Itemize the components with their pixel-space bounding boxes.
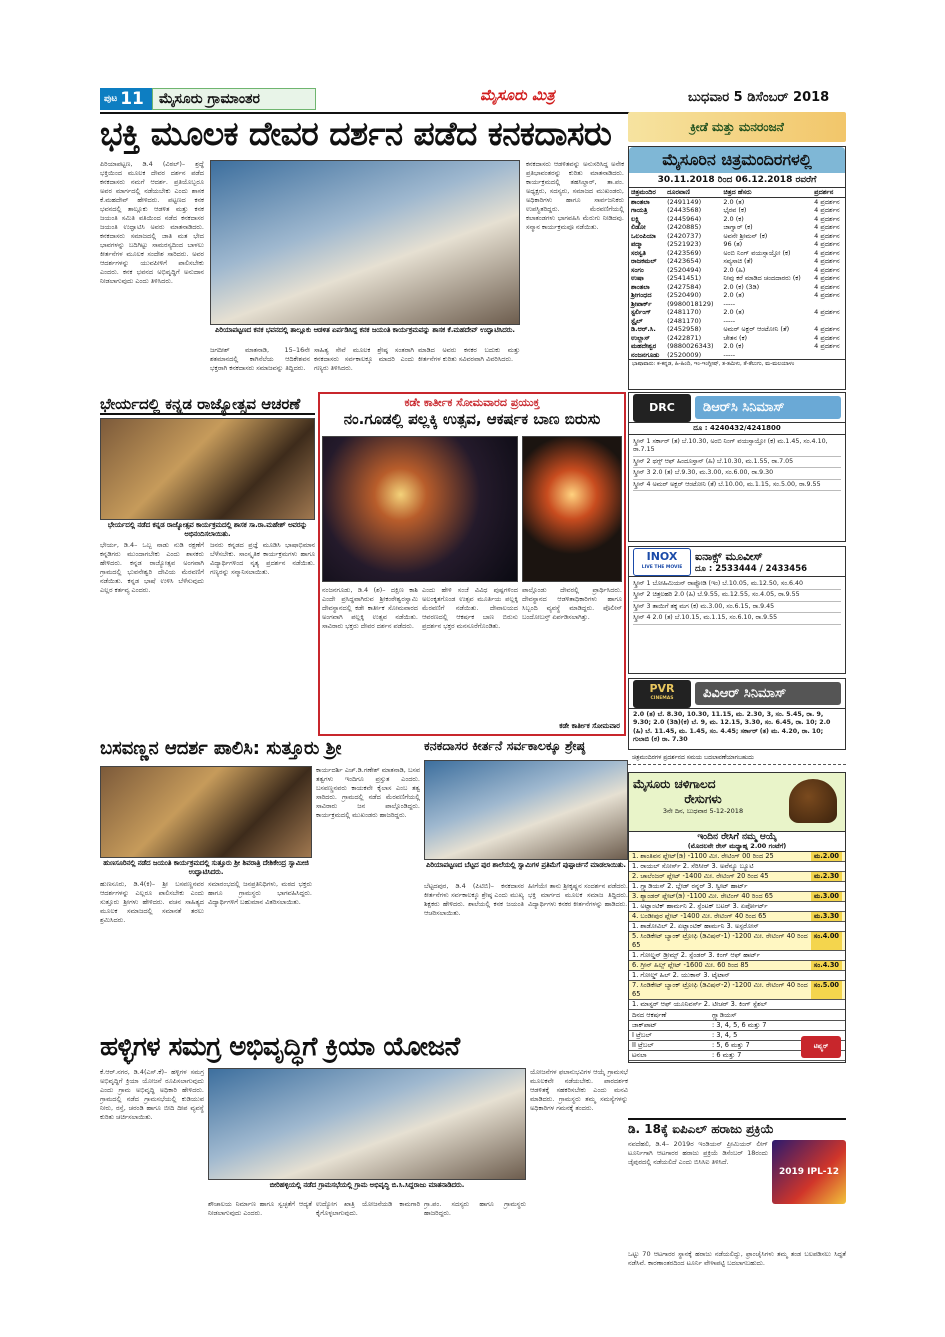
race-time: ಸಂ.5.00 xyxy=(811,981,842,999)
sports-banner-text: ಕ್ರೀಡೆ ಮತ್ತು ಮನರಂಜನೆ xyxy=(690,119,784,134)
race-event xyxy=(629,892,845,902)
cinema-shows: 4 ಪ್ರದರ್ಶನ xyxy=(814,308,840,316)
cinema-col-header: ಚಿತ್ರದ ಹೆಸರು xyxy=(723,188,752,196)
cinema-phone: (2443568) xyxy=(667,206,702,214)
race-rows xyxy=(629,852,845,1010)
story2-text-col-2: ಜನರು ಕನ್ನಡದ ಪ್ರಜ್ಞೆ ಮೂಡಿಸಿ ಭಾಷಾಭಿಮಾನ ಬೆಳೆಸಬೇಕು. ಸಾಂಸ್ಕೃತಿಕ ಕಾರ್ಯಕ್ರಮಗಳು ಹಾಗೂ ವಿದ್ಯಾರ್ಥಿಗಳಿಂದ ನೃತ್ಯ ಪ್ರದರ್ಶನ ನಡೆಯಿತು. ಗಣ್ಯರನ್ನು ಸನ್ಮಾನಿಸಲಾಯಿತು. xyxy=(210,541,315,576)
cinema-shows: 4 ಪ್ರದರ್ಶನ xyxy=(814,265,840,274)
cinema-film: 96 (ತ) xyxy=(723,240,743,248)
cinema-name: ಮಹದೇಶ್ವರ xyxy=(631,342,657,350)
cinema-film: ಅವನೇ ಶ್ರೀಮನ್ (ಕ) xyxy=(723,231,768,240)
cinema-name: ಶ್ರೀಪಾರ್ಕ್ xyxy=(631,299,652,308)
pvr-schedule: 2.0 (ತ) ಬೆ. 8.30, 10.30, 11.15, ಮ. 2.30, 3, ಸಂ. 5.45, ರಾ. 9, 9.30; 2.0 (3ಡಿ)(ಕ) ಬೆ. 9, ಮ. 12.15, 3.30, ಸಂ. 6.45, ರಾ. 10; 2.0 (ಹಿ) ಬೆ. 11.45, ಮ. 1.45, ಸಂ. 4.45; ಸರ್ಕಾರ್ (ತ) ಮ. 4.20, ರಾ. 10; ಗುಲಾಬಿ (ಕ) ರಾ. 7.30 xyxy=(633,711,831,744)
cinema-row xyxy=(629,317,845,326)
inox-box xyxy=(628,546,846,674)
cinema-table xyxy=(629,188,845,359)
pvr-title: ಪಿವಿಆರ್ ಸಿನಿಮಾಸ್ xyxy=(695,682,841,705)
cinema-phone: (2452958) xyxy=(667,325,702,333)
cinema-phone: (2520009) xyxy=(667,350,702,359)
cinema-shows: 4 ಪ್ರದರ್ಶನ xyxy=(814,342,840,350)
cinema-row xyxy=(629,257,845,266)
race-label: 5. ಸಿಂಡಿಕೇಟ್ ಬ್ಯಾಂಕ್ ಟ್ರೋಫಿ (ಡಿವಿಷನ್-1) -1200 ಮೀ. ರೇಟಿಂಗ್ 40 ರಿಂದ 65 xyxy=(632,932,808,949)
race-time: ಸಂ.4.30 xyxy=(811,961,842,970)
story4-text-col-3: ಕಾರ್ಯದರ್ಶಿ ಎಚ್.ಡಿ.ಗಣೇಶ್ ಮಾತನಾಡಿ, ಬಸವ ತತ್ವಗಳು ಇಂದಿಗೂ ಪ್ರಸ್ತುತ ಎಂದರು. ಬಸವಣ್ಣನವರು ಕಾಯಕವೇ ಕೈಲಾಸ ಎಂಬ ತತ್ವ ಸಾರಿದರು. ಗ್ರಾಮದಲ್ಲಿ ನಡೆದ ಮೆರವಣಿಗೆಯಲ್ಲಿ ಸಾವಿರಾರು ಜನ ಪಾಲ್ಗೊಂಡಿದ್ದರು. ಕಾರ್ಯಕ್ರಮದಲ್ಲಿ ಮುಖಂಡರು ಹಾಜರಿದ್ದರು. xyxy=(316,766,420,819)
screen-schedule: ಸ್ಕ್ರೀನ್ 4 2.0 (ತ) ಬೆ.10.15, ಮ.1.15, ಸಂ.6.10, ರಾ.9.55 xyxy=(633,613,841,624)
story3-kicker: ಕಡೇ ಕಾರ್ತೀಕ ಸೋಮವಾರದ ಪ್ರಯುಕ್ತ xyxy=(404,396,540,409)
cinema-film: 2.0 (ತ) xyxy=(723,291,745,299)
cinema-film: ಸವ್ಯಸಾಚಿ (ತೆ) xyxy=(723,257,753,265)
sports-banner xyxy=(628,112,846,142)
cinema-shows: 4 ಪ್ರದರ್ಶನ xyxy=(814,206,840,214)
cinema-phone: (2420737) xyxy=(667,231,702,240)
screen-schedule: ಸ್ಕ್ರೀನ್ 3 2.0 (ತ) ಬೆ.9.30, ಮ.3.00, ಸಂ.6.00, ರಾ.9.30 xyxy=(633,468,841,479)
pvr-logo-text: PVR xyxy=(649,681,675,695)
story3-text-col-1: ನಂಜನಗೂಡು, ಡಿ.4 (ಶ)– ದಕ್ಷಿಣ ಕಾಶಿ ಎಂದೇ ಪ್ರಸಿದ್ಧವಾಗಿರುವ ಶ್ರೀಕಂಠೇಶ್ವರಸ್ವಾಮಿ ದೇವಸ್ಥಾನದಲ್ಲಿ ಕಡೇ ಕಾರ್ತೀಕ ಸೋಮವಾರದ ಅಂಗವಾಗಿ ಪಲ್ಲಕ್ಕಿ ಉತ್ಸವ ನಡೆಯಿತು. ಸಾವಿರಾರು ಭಕ್ತರು ದೇವರ ದರ್ಶನ ಪಡೆದರು. xyxy=(322,586,418,630)
race-summary-label: I ಟ್ರೆಬಲ್ xyxy=(632,1031,652,1039)
lead-headline: ಭಕ್ತಿ ಮೂಲಕ ದೇವರ ದರ್ಶನ ಪಡೆದ ಕನಕದಾಸರು xyxy=(100,114,612,153)
race-summary-value: : 6 ಮತ್ತು 7 xyxy=(712,1051,742,1059)
cinema-film: ----- xyxy=(723,350,736,359)
story5-photo xyxy=(424,760,628,860)
cinema-shows xyxy=(812,300,845,309)
cinema-footnote: ಚಿತ್ರಮಂದಿರಗಳ ಪ್ರದರ್ಶನದ ಸಮಯ ಬದಲಾವಣೆಯಾಗಬಹುದು xyxy=(628,752,846,765)
story6-text-col-2: ಶೌಚಾಲಯ ನಿರ್ಮಾಣ ಹಾಗೂ ಸ್ವಚ್ಛತೆಗೆ ಆದ್ಯತೆ ನೀಡಲಾಗುವುದು ಎಂದರು. xyxy=(208,1200,312,1217)
race-pick xyxy=(629,922,845,932)
cinema-name: ಶ್ರೀಗಂಧದ xyxy=(631,291,652,299)
cinema-name: ಪದ್ಮಾ xyxy=(631,240,643,248)
cinema-phone: (2520494) xyxy=(667,265,702,274)
story3-photo-2 xyxy=(522,436,622,582)
story6-text-col-1: ಕೆ.ಆರ್.ನಗರ, ಡಿ.4(ಎಸ್.ಕೆ)– ಹಳ್ಳಿಗಳ ಸಮಗ್ರ ಅಭಿವೃದ್ಧಿಗೆ ಕ್ರಿಯಾ ಯೋಜನೆ ರೂಪಿಸಲಾಗುವುದು ಎಂದು ಗ್ರಾಮ ಅಭಿವೃದ್ಧಿ ಅಧಿಕಾರಿ ಹೇಳಿದರು. ಗ್ರಾಮದಲ್ಲಿ ನಡೆದ ಗ್ರಾಮಸಭೆಯಲ್ಲಿ ಕುಡಿಯುವ ನೀರು, ರಸ್ತೆ, ಚರಂಡಿ ಹಾಗೂ ಬೀದಿ ದೀಪ ವ್ಯವಸ್ಥೆ ಕುರಿತು ಚರ್ಚಿಸಲಾಯಿತು. xyxy=(100,1068,204,1121)
race-label: 1. ರಾಯಲ್ ಸೋರ್ಸ್ 2. ಸೆರಿಸೀರ್ 3. ಅವೆನ್ಯೂ ಬ್ಯೂಟಿ xyxy=(632,862,754,870)
cinema-name: ಸ್ಟರ್ಲಿಂಗ್ xyxy=(631,308,651,316)
race-time: ಸಂ.4.00 xyxy=(811,932,842,950)
cinema-col-header: ಚಿತ್ರಮಂದಿರ xyxy=(631,188,656,196)
cinema-film: 2.0 (ಹಿ) xyxy=(723,265,746,274)
race-label: 7. ಸಿಂಡಿಕೇಟ್ ಬ್ಯಾಂಕ್ ಟ್ರೋಫಿ (ಡಿವಿಷನ್-2) -1200 ಮೀ. ರೇಟಿಂಗ್ 40 ರಿಂದ 65 xyxy=(632,981,808,998)
inox-logo-sub: LIVE THE MOVIE xyxy=(641,564,683,570)
cinema-row xyxy=(629,351,845,360)
inox-title-group xyxy=(695,550,845,574)
cinema-shows xyxy=(812,351,845,360)
story6-headline: ಹಳ್ಳಿಗಳ ಸಮಗ್ರ ಅಭಿವೃದ್ಧಿಗೆ ಕ್ರಿಯಾ ಯೋಜನೆ xyxy=(100,1032,460,1062)
screen-schedule: ಸ್ಕ್ರೀನ್ 3 ತಾಯಿಗೆ ತಕ್ಕ ಮಗ (ಕ) ಮ.3.00, ಸಂ.6.15, ರಾ.9.45 xyxy=(633,602,841,613)
cinema-phone: (2521923) xyxy=(667,240,702,248)
cinema-name: ಉಷಾ xyxy=(631,274,644,282)
cinema-row xyxy=(629,215,845,224)
lead-text-col-4: ಮಾಡಿದ ಅವರು ಕನಕರ ಬದುಕು ಮತ್ತು ಕೀರ್ತನೆಗಳ ಕುರಿತು ಸವಿವರವಾಗಿ ವಿವರಿಸಿದರು. xyxy=(418,346,520,363)
screen-schedule: ಸ್ಕ್ರೀನ್ 2 ಥಗ್ಸ್ ಆಫ್ ಹಿಂದೂಸ್ತಾನ್ (ಹಿ) ಬೆ.10.30, ಮ.1.55, ರಾ.7.05 xyxy=(633,457,841,468)
race-time: ಮ.3.30 xyxy=(811,912,842,921)
lead-text-col-1: ಪಿರಿಯಾಪಟ್ಟಣ, ಡಿ.4 (ವಿಠಲ್)– ಶ್ರದ್ಧೆ ಭಕ್ತಿಯಿಂದ ಮೂಲಕ ದೇವರ ದರ್ಶನ ಪಡೆದ ಕನಕದಾಸರು ನಮಗೆ ಆದರ್ಶ. ಪ್ರತಿಯೊಬ್ಬರೂ ಅವರ ಮಾರ್ಗದಲ್ಲಿ ನಡೆಯಬೇಕು ಎಂದು ಶಾಸಕ ಕೆ.ಮಹದೇವ್ ಹೇಳಿದರು. ಪಟ್ಟಣದ ಕನಕ ಭವನದಲ್ಲಿ ತಾಲ್ಲೂಕು ಆಡಳಿತ ಮತ್ತು ಕನಕ ಜಯಂತಿ ಸಮಿತಿ ವತಿಯಿಂದ ನಡೆದ ಕನಕದಾಸರ ಜಯಂತಿ ಉದ್ಘಾಟಿಸಿ ಅವರು ಮಾತನಾಡಿದರು. ಕನಕದಾಸರು ಸಮಾಜದಲ್ಲಿ ಜಾತಿ ಮತ ಭೇದ ಭಾವಗಳನ್ನು ಬದಿಗಿಟ್ಟು ಸಾಮರಸ್ಯದಿಂದ ಬಾಳಲು ಕೀರ್ತನೆಗಳ ಮೂಲಕ ಸಂದೇಶ ಸಾರಿದರು. ಅವರ ಆದರ್ಶಗಳನ್ನು ಯುವಪೀಳಿಗೆ ಪಾಲಿಸಬೇಕು ಎಂದರು. ಕನಕ ಭವನದ ಅಭಿವೃದ್ಧಿಗೆ ಅನುದಾನ ನೀಡಲಾಗುವುದು ಎಂದು ತಿಳಿಸಿದರು. xyxy=(100,160,204,285)
cinema-row xyxy=(629,300,845,309)
cinema-shows: 4 ಪ್ರದರ್ಶನ xyxy=(814,274,840,282)
cinema-shows: 4 ಪ್ರದರ್ಶನ xyxy=(814,325,840,333)
race-event xyxy=(629,912,845,922)
cinema-film: ಭೈರವ (ಕ) xyxy=(723,206,747,214)
cinema-name: ಒಲಂಪಿಯಾ xyxy=(631,231,656,240)
story3-byline: ಕಡೇ ಕಾರ್ತೀಕ ಸೋಮವಾರ xyxy=(559,722,620,730)
story2-photo xyxy=(100,418,315,520)
cinema-film: ಅಮರ್ ಅಕ್ಬರ್ ಆಂಟೋನಿ (ತೆ) xyxy=(723,325,790,333)
horse-icon xyxy=(789,779,837,823)
race-summary-label: II ಟ್ರೆಬಲ್ xyxy=(632,1041,654,1049)
race-title-2: ರೇಸುಗಳು xyxy=(684,792,722,806)
cinema-name: ಶಾಂತಲಾ xyxy=(631,197,650,206)
cinema-shows: 4 ಪ್ರದರ್ಶನ xyxy=(814,333,840,342)
race-label: 1. ಗೋಲ್ಡ್ ಹಿಲ್ 2. ಯುಕಾನ್ 3. ಟೈಟಾನ್ xyxy=(632,971,730,979)
cinema-phone: (2541451) xyxy=(667,274,702,282)
cinema-name: ಡಿ.ಆರ್.ಸಿ. xyxy=(631,325,656,333)
race-label: 3. ಶ್ಯಾಂಡರ್ ಪ್ಲೇಟ್(ಡಿ) -1100 ಮೀ. ರೇಟಿಂಗ್ 40 ರಿಂದ 65 xyxy=(632,892,774,900)
cinema-title: ಮೈಸೂರಿನ ಚಿತ್ರಮಂದಿರಗಳಲ್ಲಿ xyxy=(629,147,845,173)
cinema-phone: (2423654) xyxy=(667,257,702,265)
dateline: ಬುಧವಾರ 5 ಡಿಸೆಂಬರ್ 2018 xyxy=(688,90,830,105)
race-label: 1. ಶಾಡೋವಿಲ್ 2. ಏಟ್ಲಾಂಟಿಕ್ ಹಾರ್ಮನಿ 3. ಅಸ್ಪರೋಸ್ xyxy=(632,922,759,930)
cinema-film: 2.0 (ಕ) xyxy=(723,342,744,350)
cinema-film: ----- xyxy=(723,299,736,308)
cinema-film: ----- xyxy=(723,316,736,325)
race-event xyxy=(629,981,845,1000)
cinema-note: ಭಾಷಾವಾರು: ಕ-ಕನ್ನಡ, ಹಿ-ಹಿಂದಿ, ಇಂ-ಇಂಗ್ಲೀಷ್, ತ-ತಮಿಳು, ತೆ-ತೆಲುಗು, ಮ-ಮಲಯಾಳಂ xyxy=(629,359,845,369)
race-label: 1. ಗ್ಲ್ಯಾಡಿಯಸ್ 2. ಬ್ಲೇಡ್ ರನ್ನರ್ 3. ಸ್ವೀಟ್ ಹಾರ್ಟ್ xyxy=(632,882,748,890)
story3-headline: ನಂ.ಗೂಡಲ್ಲಿ ಪಲ್ಲಕ್ಕಿ ಉತ್ಸವ, ಆಕರ್ಷಕ ಬಾಣ ಬಿರುಸು xyxy=(343,410,601,428)
inox-title: ಐನಾಕ್ಸ್ ಮೂವೀಸ್ xyxy=(695,549,763,563)
race-label: 1. ಶಾಂತಿವನ ಪ್ಲೇಟ್(ಡಿ) -1100 ಮೀ. ರೇಟಿಂಗ್ 00 ರಿಂದ 25 xyxy=(632,852,774,860)
cinema-name: ಲಕ್ಷ್ಮಿ xyxy=(631,214,641,223)
race-title-1: ಮೈಸೂರು ಚಳಿಗಾಲದ xyxy=(633,777,716,791)
race-summary-label: ಟನಲಾ xyxy=(632,1051,647,1059)
race-today: ಇಂದಿನ ರೇಸಿಗೆ ನಮ್ಮ ಆಯ್ಕೆ xyxy=(697,832,777,842)
race-today-box xyxy=(628,832,846,1063)
cinema-shows: 4 ಪ್ರದರ್ಶನ xyxy=(814,240,840,248)
pvr-box xyxy=(628,678,846,750)
race-label: 1. ಅಟ್ಲಾಂಟಿಕ್ ಹಾರ್ಮನಿ 2. ಸ್ಪೆಂಟಕ್ ಬಟರ್ 3. ಏರ್ಪೋರ್ಟ್ xyxy=(632,902,768,910)
story6-caption: ಬೀರಿಹಳ್ಳಿಯಲ್ಲಿ ನಡೆದ ಗ್ರಾಮಸಭೆಯಲ್ಲಿ ಗ್ರಾಮ ಅಭಿವೃದ್ಧಿ ಬಿ.ಸಿ.ಸಿದ್ದರಾಜು ಮಾತನಾಡಿದರು. xyxy=(269,1181,465,1189)
race-label: 1. ಮಾಸ್ಟರ್ ಆಫ್ ಯೂನಿವರ್ಸ್ 2. ಟೀಚರ್ 3. ಕಿಂಗ್ ಸ್ಪೆಶಲ್ xyxy=(632,1000,768,1008)
cinema-row xyxy=(629,325,845,334)
story2-headline: ಭೇರ್ಯದಲ್ಲಿ ಕನ್ನಡ ರಾಜ್ಯೋತ್ಸವ ಆಚರಣೆ xyxy=(100,395,315,415)
cinema-phone: (2481170) xyxy=(667,316,702,325)
race-pick xyxy=(629,971,845,981)
story4-headline: ಬಸವಣ್ಣನ ಆದರ್ಶ ಪಾಲಿಸಿ: ಸುತ್ತೂರು ಶ್ರೀ xyxy=(100,738,342,759)
race-pick xyxy=(629,882,845,892)
race-event xyxy=(629,961,845,971)
story6-text-col-4: ಗ್ರಾ.ಪಂ. ಸದಸ್ಯರು ಹಾಗೂ ಗ್ರಾಮಸ್ಥರು ಹಾಜರಿದ್ದರು. xyxy=(424,1200,526,1217)
ipl-badge-text: 2019 IPL-12 xyxy=(778,1167,840,1177)
race-pick xyxy=(629,902,845,912)
cinema-name: ಲಿಡೋ xyxy=(631,223,646,231)
inox-phone: ದೂ : 2533444 / 2433456 xyxy=(695,563,808,574)
cinema-shows: 4 ಪ್ರದರ್ಶನ xyxy=(814,282,840,291)
ipl-badge xyxy=(772,1140,846,1204)
race-label: 6. ಗ್ರೀನ್ ಹಿಲ್ಸ್ ಪ್ಲೇಟ್ -1600 ಮೀ. 60 ರಿಂದ 85 xyxy=(632,961,749,969)
cinema-phone: (9980018129) xyxy=(667,299,714,308)
story3-text-col-2: ಎಂದು ಹೇಳಿ ಸಂಜೆ ವಿವಿಧ ಪುಷ್ಪಗಳಿಂದ ಅಲಂಕೃತಗೊಂಡ ಉತ್ಸವ ಮೂರ್ತಿಯ ಪಲ್ಲಕ್ಕಿ ಮೆರವಣಿಗೆ ನಡೆಯಿತು. ದೇವಾಲಯದ ಆವರಣದಲ್ಲಿ ಆಕರ್ಷಕ ಬಾಣ ಬಿರುಸು ಪ್ರದರ್ಶನ ಭಕ್ತರ ಮನಸೂರೆಗೊಂಡಿತು. xyxy=(422,586,518,630)
race-summary-label: ದಿನದ ಆಕರ್ಷಣೆ xyxy=(632,1011,667,1019)
story4-caption: ಹುಣಸೂರಿನಲ್ಲಿ ನಡೆದ ಜಯಂತಿ ಕಾರ್ಯಕ್ರಮದಲ್ಲಿ ಸುತ್ತೂರು ಶ್ರೀ ಶಿವರಾತ್ರಿ ದೇಶಿಕೇಂದ್ರ ಸ್ವಾಮೀಜಿ ಉದ್ಘಾಟಿಸಿದರು. xyxy=(103,859,309,876)
cinema-phone: (2422871) xyxy=(667,333,702,342)
cinema-name: ಸರಸ್ವತಿ xyxy=(631,248,646,257)
cinema-phone: (9880026343) xyxy=(667,342,714,350)
race-summary-label: ಜಾಕ್‌ಪಾಟ್ xyxy=(632,1021,657,1029)
race-summary-row xyxy=(629,1011,845,1021)
cinema-film: ನೀವು ಕರೆ ಮಾಡಿದ ಚಂದದಾರರು (ಕ) xyxy=(723,274,801,282)
story6-photo xyxy=(208,1068,526,1180)
cinema-dates: 30.11.2018 ರಿಂದ 06.12.2018 ರವರೆಗೆ xyxy=(629,173,845,188)
page-number: 11 xyxy=(120,89,144,109)
cinema-phone: (2481170) xyxy=(667,308,702,316)
race-pick xyxy=(629,951,845,961)
ipl-text: ನವದೆಹಲಿ, ಡಿ.4– 2019ರ ಇಂಡಿಯನ್ ಪ್ರೀಮಿಯರ್ ಲೀಗ್ ಟೂರ್ನಿಗಾಗಿ ಆಟಗಾರರ ಹರಾಜು ಪ್ರಕ್ರಿಯೆ ಡಿಸೆಂಬರ್ 18ರಂದು ಜೈಪುರದಲ್ಲಿ ನಡೆಯಲಿದೆ ಎಂದು ಬಿಸಿಸಿಐ ತಿಳಿಸಿದೆ. xyxy=(628,1140,768,1166)
cinema-shows: 4 ಪ್ರದರ್ಶನ xyxy=(814,223,840,231)
cinema-film: 2.0 (ಕ) (3ಡಿ) xyxy=(723,282,760,291)
race-summary-value: : 5, 6 ಮತ್ತು 7 xyxy=(712,1041,750,1049)
cinema-row xyxy=(629,342,845,351)
cinema-name: ರಾಜಕಮಲ್ xyxy=(631,257,657,265)
inox-logo xyxy=(633,548,691,576)
inox-screens xyxy=(629,577,845,627)
screen-schedule: ಸ್ಕ್ರೀನ್ 4 ಅಮರ್ ಅಕ್ಬರ್ ಆಂಟೋನಿ (ತೆ) ಬೆ.10.00, ಮ.1.15, ಸಂ.5.00, ರಾ.9.55 xyxy=(633,480,841,491)
cinema-film: 2.0 (ಕ) xyxy=(723,214,744,223)
cinema-film: ಅಂಬಿ ನಿಂಗ್ ವಯಸ್ಸಾಯ್ತೋ (ಕ) xyxy=(723,248,791,257)
pvr-logo xyxy=(633,680,691,708)
cinema-row xyxy=(629,334,845,343)
race-label: 1. ಗೋಲ್ಡನ್ ಡ್ರೀಮ್ಸ್ 2. ಸ್ಪೆಂಡರ್ 3. ಕಿಂಗ್ ಆಫ್ ಹಾರ್ಟ್ xyxy=(632,951,760,959)
cinema-phone: (2445964) xyxy=(667,214,702,223)
story3-text-col-3: ಪಾಲ್ಗೊಂಡು ದೇವರಲ್ಲಿ ಪ್ರಾರ್ಥಿಸಿದರು. ದೇವಸ್ಥಾನದ ಆಡಳಿತಾಧಿಕಾರಿಗಳು ಹಾಗೂ ಸಿಬ್ಬಂದಿ ವ್ಯವಸ್ಥೆ ಮಾಡಿದ್ದರು. ಪೊಲೀಸ್ ಬಂದೋಬಸ್ತ್ ಏರ್ಪಡಿಸಲಾಗಿತ್ತು. xyxy=(522,586,622,621)
cinema-phone: (2423569) xyxy=(667,248,702,257)
cinema-film: 2.0 (ತ) xyxy=(723,308,745,316)
cinema-film: 2.0 (ತ) xyxy=(723,197,745,206)
story5-text-col-1: ಬೆಟ್ಟದಪುರ, ಡಿ.4 (ಪಿಟಿಬಿ)– ಕನಕದಾಸರ ಕೀರ್ತನೆಗಳು ಸರ್ವಕಾಲಕ್ಕೂ ಶ್ರೇಷ್ಠ ಎಂದು ಮುಖ್ಯ ಶಿಕ್ಷಕರು ಹೇಳಿದರು. ಶಾಲೆಯಲ್ಲಿ ಕನಕ ಜಯಂತಿ ಆಚರಿಸಲಾಯಿತು. xyxy=(424,882,524,917)
cinema-shows: 4 ಪ್ರದರ್ಶನ xyxy=(814,214,840,223)
page-label: ಪುಟ xyxy=(104,94,118,104)
race-pick xyxy=(629,1000,845,1010)
cinema-row xyxy=(629,266,845,275)
cinema-name: ಉಲ್ಲಾಸ್ xyxy=(631,333,650,342)
lead-photo-caption: ಪಿರಿಯಾಪಟ್ಟಣದ ಕನಕ ಭವನದಲ್ಲಿ ತಾಲ್ಲೂಕು ಆಡಳಿತ ಏರ್ಪಡಿಸಿದ್ದ ಕನಕ ಜಯಂತಿ ಕಾರ್ಯಕ್ರಮವನ್ನು ಶಾಸಕ ಕೆ.ಮಹದೇವ್ ಉದ್ಘಾಟಿಸಿದರು. xyxy=(215,326,515,334)
cinema-col-header: ಪ್ರದರ್ಶನ xyxy=(814,188,834,196)
pvr-logo-sub: CINEMAS xyxy=(650,695,674,701)
race-header xyxy=(628,772,846,832)
section-tab: ಮೈಸೂರು ಗ್ರಾಮಾಂತರ xyxy=(152,88,316,110)
story2-caption: ಭೇರ್ಯದಲ್ಲಿ ನಡೆದ ಕನ್ನಡ ರಾಜ್ಯೋತ್ಸವ ಕಾರ್ಯಕ್ರಮದಲ್ಲಿ ಶಾಸಕ ಸಾ.ರಾ.ಮಹೇಶ್ ಅವರನ್ನು ಅಭಿನಂದಿಸಲಾಯಿತು. xyxy=(107,521,308,538)
drc-screens xyxy=(629,435,845,493)
race-event xyxy=(629,932,845,951)
story5-text-col-2: ಹೀಗೆಯೇ ತಾನು ಶ್ರೀಕೃಷ್ಣನ ಸಂದರ್ಶನ ಪಡೆದರು. ಭಕ್ತಿ ಮಾರ್ಗದ ಮೂಲಕ ಸಮಾಜ ತಿದ್ದಿದರು. ವಿದ್ಯಾರ್ಥಿಗಳು ಕನಕರ ಕೀರ್ತನೆಗಳನ್ನು ಹಾಡಿದರು. xyxy=(528,882,628,908)
story5-caption: ಪಿರಿಯಾಪಟ್ಟಣದ ಬೆಟ್ಟದ ಪುರ ಶಾಲೆಯಲ್ಲಿ ಸ್ವಾಮಿಗಳ ಪ್ರತಿಮೆಗೆ ಪುಷ್ಪಾರ್ಚನೆ ಮಾಡಲಾಯಿತು. xyxy=(425,861,626,869)
cinema-row xyxy=(629,283,845,292)
race-label: 4. ಬಂಡೀಪುರ ಪ್ಲೇಟ್ -1400 ಮೀ. ರೇಟಿಂಗ್ 40 ರಿಂದ 65 xyxy=(632,912,767,920)
lead-text-col-3: ಸಾಹಿತ್ಯ ಸೇವೆ ಮೂಲಕ ಶ್ರೇಷ್ಠ ಸಂತರಾಗಿ ಕನಕದಾಸರು ಸರ್ವಕಾಲಕ್ಕೂ ಮಾದರಿ ಎಂದು ಗಣ್ಯರು ತಿಳಿಸಿದರು. xyxy=(314,346,414,372)
ipl-headline: ಡಿ. 18ಕ್ಕೆ ಐಪಿಎಲ್ ಹರಾಜು ಪ್ರಕ್ರಿಯೆ xyxy=(628,1118,846,1137)
race-time: ಮ.2.30 xyxy=(811,872,842,881)
race-pick xyxy=(629,862,845,872)
inox-logo-text: INOX xyxy=(646,549,678,563)
drc-logo: DRC xyxy=(633,394,691,422)
race-summary-value: : 3, 4, 5 xyxy=(712,1031,738,1039)
race-label: 2. ಚಾಲೆಂಜರ್ ಪ್ಲೇಟ್ -1400 ಮೀ. ರೇಟಿಂಗ್ 20 ರಿಂದ 45 xyxy=(632,872,769,880)
lead-photo xyxy=(210,160,520,325)
race-summary-row xyxy=(629,1021,845,1031)
cinema-row xyxy=(629,206,845,215)
cinema-row xyxy=(629,240,845,249)
cinema-name: ಸ್ಟೈಲ್ xyxy=(631,316,643,325)
story6-text-col-5: ಯೋಜನೆಗಳ ಫಲಾನುಭವಿಗಳ ಆಯ್ಕೆ ಗ್ರಾಮಸಭೆ ಮೂಲಕವೇ ನಡೆಯಬೇಕು. ಪಾರದರ್ಶಕ ಆಡಳಿತಕ್ಕೆ ಸಹಕರಿಸಬೇಕು ಎಂದು ಮನವಿ ಮಾಡಿದರು. ಗ್ರಾಮಸ್ಥರು ತಮ್ಮ ಸಮಸ್ಯೆಗಳನ್ನು ಅಧಿಕಾರಿಗಳ ಗಮನಕ್ಕೆ ತಂದರು. xyxy=(530,1068,628,1112)
race-summary-value: : 3, 4, 5, 6 ಮತ್ತು 7 xyxy=(712,1021,767,1029)
story4-text-col-1: ಹುಣಸೂರು, ಡಿ.4(ಕಿ)– ಶ್ರೀ ಬಸವಣ್ಣನವರ ಆದರ್ಶಗಳನ್ನು ಎಲ್ಲರೂ ಪಾಲಿಸಬೇಕು ಎಂದು ಸುತ್ತೂರು ಶ್ರೀಗಳು ಹೇಳಿದರು. ವಚನ ಸಾಹಿತ್ಯದ ಮೂಲಕ ಸಮಾಜದಲ್ಲಿ ಸಮಾನತೆ ತರಲು ಶ್ರಮಿಸಿದರು. xyxy=(100,880,204,924)
cinema-row xyxy=(629,249,845,258)
cinema-shows: 4 ಪ್ರದರ್ಶನ xyxy=(814,197,840,206)
cinema-film: ಜಾಗ್ವಾರ್ (ಕ) xyxy=(723,223,753,231)
cinema-row xyxy=(629,223,845,232)
drc-title: ಡಿಆರ್‌ಸಿ ಸಿನಿಮಾಸ್ xyxy=(695,396,841,419)
screen-schedule: ಸ್ಕ್ರೀನ್ 2 ಚಿತ್ರಲಹರಿ 2.0 (ಹಿ) ಬೆ.9.55, ಮ.12.55, ಸಂ.4.05, ರಾ.9.55 xyxy=(633,590,841,601)
cinema-phone: (2427584) xyxy=(667,282,702,291)
cinema-phone: (2520490) xyxy=(667,291,702,299)
cinema-row xyxy=(629,308,845,317)
cinema-shows: 4 ಪ್ರದರ್ಶನ xyxy=(814,291,840,299)
cinema-col-header: ದೂರವಾಣಿ xyxy=(667,188,690,196)
cinema-listing xyxy=(628,146,846,390)
race-time: ಮ.2.00 xyxy=(811,852,842,861)
screen-schedule: ಸ್ಕ್ರೀನ್ 1 ಬೋಹಿಮಿಯನ್ ರಾಪ್ಸೋಡಿ (ಇಂ) ಬೆ.10.05, ಮ.12.50, ಸಂ.6.40 xyxy=(633,579,841,590)
race-time: ಮ.3.00 xyxy=(811,892,842,901)
cinema-shows xyxy=(812,317,845,326)
cinema-shows: 4 ಪ್ರದರ್ಶನ xyxy=(814,248,840,257)
cinema-phone: (2491149) xyxy=(667,197,702,206)
cinema-row xyxy=(629,274,845,283)
race-start: (ಮೊದಲನೇ ರೇಸ್ ಮಧ್ಯಾಹ್ನ 2.00 ಗಂಟೆಗೆ) xyxy=(629,842,845,852)
story3-photo-1 xyxy=(322,436,518,582)
race-event xyxy=(629,852,845,862)
cinema-name: ನಂಜನಗೂಡು xyxy=(631,350,660,359)
race-subtitle: 3ನೇ ದಿನ, ಬುಧವಾರ 5-12-2018 xyxy=(662,807,744,815)
cinema-row xyxy=(629,291,845,300)
cinema-phone: (2420885) xyxy=(667,223,702,231)
cinema-row xyxy=(629,197,845,206)
drc-box xyxy=(628,392,846,542)
story4-text-col-2: ಸಮಾರಂಭದಲ್ಲಿ ಜನಪ್ರತಿನಿಧಿಗಳು, ಮಠದ ಭಕ್ತರು ಹಾಗೂ ಗ್ರಾಮಸ್ಥರು ಭಾಗವಹಿಸಿದ್ದರು. ವಿದ್ಯಾರ್ಥಿಗಳಿಗೆ ಬಹುಮಾನ ವಿತರಿಸಲಾಯಿತು. xyxy=(208,880,312,906)
cinema-shows: 4 ಪ್ರದರ್ಶನ xyxy=(814,257,840,265)
story2-text-col-1: ಭೇರ್ಯ, ಡಿ.4– ಒಬ್ಬ ನಾಡು ನುಡಿ ರಕ್ಷಣೆಗೆ ಕನ್ನಡಿಗರು ಮುಂದಾಗಬೇಕು ಎಂದು ಶಾಸಕರು ಹೇಳಿದರು. ಕನ್ನಡ ರಾಜ್ಯೋತ್ಸವ ಅಂಗವಾಗಿ ಗ್ರಾಮದಲ್ಲಿ ಭುವನೇಶ್ವರಿ ದೇವಿಯ ಮೆರವಣಿಗೆ ನಡೆಯಿತು. ಕನ್ನಡ ಭಾಷೆ ಉಳಿಸಿ ಬೆಳೆಸುವುದು ಎಲ್ಲರ ಕರ್ತವ್ಯ ಎಂದರು. xyxy=(100,541,204,594)
ipl-text-2: ಒಟ್ಟು 70 ಆಟಗಾರರ ಸ್ಥಾನಕ್ಕೆ ಹರಾಜು ನಡೆಯಲಿದ್ದು, ಫ್ರಾಂಚೈಸಿಗಳು ತಮ್ಮ ತಂಡ ಬಲಪಡಿಸಲು ಸಿದ್ಧತೆ ನಡೆಸಿವೆ. ಕಾರಣಾಂತರದಿಂದ ಟೂರ್ನಿ ವೇಳಾಪಟ್ಟಿ ಬದಲಾಗಬಹುದು. xyxy=(628,1250,846,1267)
story5-headline: ಕನಕದಾಸರ ಕೀರ್ತನೆ ಸರ್ವಕಾಲಕ್ಕೂ ಶ್ರೇಷ್ಠ xyxy=(424,738,586,753)
lead-text-col-5: ಕನಕದಾಸರು ಆಡಳಿತವನ್ನು ಅನುಸರಿಸಿದ್ದ ಅನೇಕ ಪ್ರತಿಭಾವಂತರನ್ನು ಕುರಿತು ಮಾತನಾಡಿದರು. ಕಾರ್ಯಕ್ರಮದಲ್ಲಿ ತಹಸಿಲ್ದಾರ್, ತಾ.ಪಂ. ಅಧ್ಯಕ್ಷರು, ಸದಸ್ಯರು, ಸಮಾಜದ ಮುಖಂಡರು, ಅಧಿಕಾರಿಗಳು ಹಾಗೂ ಸಾರ್ವಜನಿಕರು ಉಪಸ್ಥಿತರಿದ್ದರು. ಮೆರವಣಿಗೆಯಲ್ಲಿ ಕಲಾತಂಡಗಳು ಭಾಗವಹಿಸಿ ಮೆರುಗು ನೀಡಿದವು. ಸನ್ಮಾನ ಕಾರ್ಯಕ್ರಮವೂ ನಡೆಯಿತು. xyxy=(526,160,624,231)
story6-text-col-3: ಉದ್ಯೋಗ ಖಾತ್ರಿ ಯೋಜನೆಯಡಿ ಕಾಮಗಾರಿ ಕೈಗೊಳ್ಳಲಾಗುವುದು. xyxy=(316,1200,420,1217)
lead-text-col-2: ಜಗದೀಶ್ ಮಾತನಾಡಿ, 15–16ನೇ ಶತಮಾನದಲ್ಲಿ ಕಾಗಿನೆಲೆಯ ಆದಿಕೇಶವನ ಭಕ್ತರಾಗಿ ಕನಕದಾಸರು ಸಮಾಜವನ್ನು ತಿದ್ದಿದರು. xyxy=(210,346,310,372)
race-summary-value: ಗ್ಲ್ಯಾಡಿಯಸ್ xyxy=(712,1011,737,1019)
screen-schedule: ಸ್ಕ್ರೀನ್ 1 ಸರ್ಕಾರ್ (ತ) ಬೆ.10.30, ಅಂಬಿ ನಿಂಗ್ ವಯಸ್ಸಾಯ್ತೋ (ಕ) ಮ.1.45, ಸಂ.4.10, ರಾ.7.15 xyxy=(633,437,841,457)
cinema-name: ಸಂಗಂ xyxy=(631,265,644,274)
masthead: ಮೈಸೂರು ಮಿತ್ರ xyxy=(480,86,555,104)
race-event xyxy=(629,872,845,882)
cinema-name: ಗಾಯತ್ರಿ xyxy=(631,206,648,214)
drc-phone: ದೂ : 4240432/4241800 xyxy=(629,423,845,435)
cinema-name: ಶಾಂತಲಾ xyxy=(631,282,650,291)
page-number-badge xyxy=(100,88,152,110)
cinema-film: ಚೇತನ (ಕ) xyxy=(723,333,748,342)
tipster-badge: ಟಿಪ್ಸ್ಟರ್ xyxy=(801,1036,841,1058)
cinema-row xyxy=(629,232,845,241)
story4-photo xyxy=(100,766,312,858)
cinema-shows: 4 ಪ್ರದರ್ಶನ xyxy=(814,231,840,240)
